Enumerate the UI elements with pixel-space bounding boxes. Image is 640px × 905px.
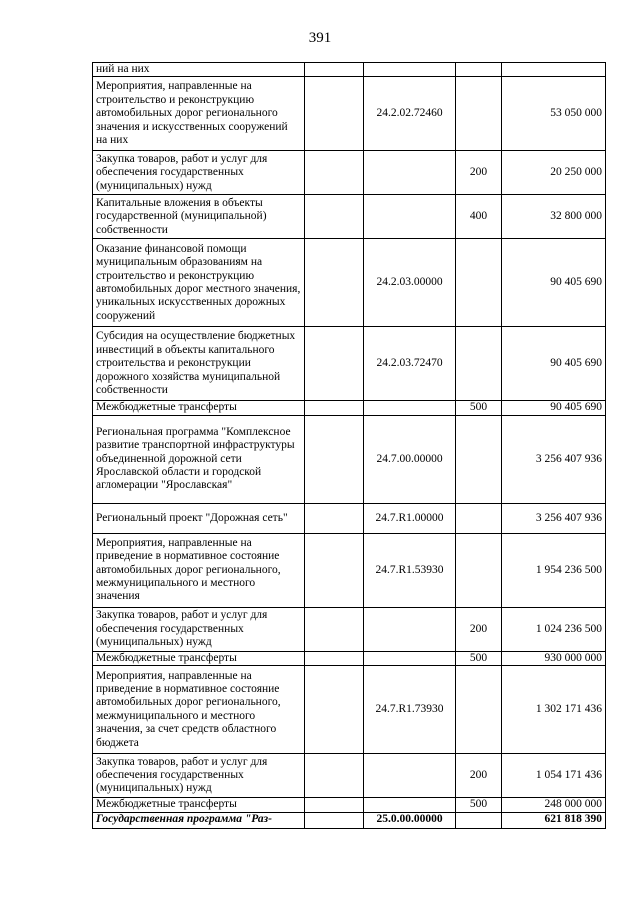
row-code-cell: 24.7.00.00000 xyxy=(364,415,456,503)
row-empty-cell xyxy=(305,812,364,828)
row-code-cell: 24.2.02.72460 xyxy=(364,77,456,151)
row-empty-cell xyxy=(305,533,364,607)
row-sum-cell: 1 024 236 500 xyxy=(502,607,606,651)
row-sum-cell: 32 800 000 xyxy=(502,195,606,239)
row-sum-cell: 90 405 690 xyxy=(502,401,606,415)
table-row xyxy=(93,63,606,77)
table-row xyxy=(93,239,606,327)
row-sum-cell: 930 000 000 xyxy=(502,651,606,665)
row-name-cell: ний на них xyxy=(93,63,305,77)
row-code-cell: 24.2.03.00000 xyxy=(364,239,456,327)
row-sum-cell: 3 256 407 936 xyxy=(502,415,606,503)
row-code-cell xyxy=(364,754,456,798)
row-empty-cell xyxy=(305,239,364,327)
table-row xyxy=(93,754,606,798)
table-row xyxy=(93,77,606,151)
table-row xyxy=(93,401,606,415)
row-empty-cell xyxy=(305,195,364,239)
row-name-cell: Мероприятия, направленные на приведение в нормативное состояние автомобильных дорог регионального, межмуниципального и местного значения xyxy=(93,533,305,607)
table-row xyxy=(93,327,606,401)
row-empty-cell xyxy=(305,651,364,665)
row-type-cell: 500 xyxy=(456,651,502,665)
row-type-cell xyxy=(456,77,502,151)
row-empty-cell xyxy=(305,666,364,754)
row-code-cell xyxy=(364,651,456,665)
row-empty-cell xyxy=(305,401,364,415)
row-empty-cell xyxy=(305,503,364,533)
page-number: 391 xyxy=(308,30,332,46)
row-name-cell: Межбюджетные трансферты xyxy=(93,798,305,812)
row-empty-cell xyxy=(305,798,364,812)
row-type-cell: 400 xyxy=(456,195,502,239)
row-sum-cell: 53 050 000 xyxy=(502,77,606,151)
row-type-cell xyxy=(456,415,502,503)
row-sum-cell xyxy=(502,63,606,77)
row-code-cell xyxy=(364,195,456,239)
table-row xyxy=(93,151,606,195)
table-row xyxy=(93,812,606,828)
table-row xyxy=(93,651,606,665)
row-name-cell: Оказание финансовой помощи муниципальным образованиям на строительство и реконструкцию автомобильных дорог местного значения, уникальных искусственных дорожных сооружений xyxy=(93,239,305,327)
row-type-cell xyxy=(456,533,502,607)
table-row xyxy=(93,415,606,503)
table-row xyxy=(93,195,606,239)
row-empty-cell xyxy=(305,77,364,151)
row-sum-cell: 1 954 236 500 xyxy=(502,533,606,607)
row-code-cell xyxy=(364,63,456,77)
row-empty-cell xyxy=(305,327,364,401)
budget-table xyxy=(92,62,606,829)
row-sum-cell: 3 256 407 936 xyxy=(502,503,606,533)
row-code-cell: 25.0.00.00000 xyxy=(364,812,456,828)
row-name-cell: Межбюджетные трансферты xyxy=(93,651,305,665)
table-row xyxy=(93,666,606,754)
row-code-cell xyxy=(364,798,456,812)
row-code-cell xyxy=(364,151,456,195)
row-sum-cell: 1 054 171 436 xyxy=(502,754,606,798)
row-type-cell: 500 xyxy=(456,401,502,415)
row-name-cell: Закупка товаров, работ и услуг для обеспечения государственных (муниципальных) нужд xyxy=(93,754,305,798)
table-row xyxy=(93,533,606,607)
row-code-cell: 24.2.03.72470 xyxy=(364,327,456,401)
row-empty-cell xyxy=(305,63,364,77)
row-empty-cell xyxy=(305,151,364,195)
row-code-cell: 24.7.R1.53930 xyxy=(364,533,456,607)
row-sum-cell: 20 250 000 xyxy=(502,151,606,195)
row-name-cell: Закупка товаров, работ и услуг для обеспечения государственных (муниципальных) нужд xyxy=(93,607,305,651)
row-sum-cell: 90 405 690 xyxy=(502,239,606,327)
row-name-cell: Субсидия на осуществление бюджетных инвестиций в объекты капитального строительства и реконструкции дорожного хозяйства муниципальной собственности xyxy=(93,327,305,401)
row-type-cell: 200 xyxy=(456,754,502,798)
row-type-cell xyxy=(456,327,502,401)
row-type-cell: 200 xyxy=(456,607,502,651)
table-row xyxy=(93,503,606,533)
row-type-cell xyxy=(456,666,502,754)
row-type-cell xyxy=(456,812,502,828)
row-sum-cell: 1 302 171 436 xyxy=(502,666,606,754)
row-sum-cell: 248 000 000 xyxy=(502,798,606,812)
row-name-cell: Региональная программа "Комплексное развитие транспортной инфраструктуры объединенной дорожной сети Ярославской области и городской агломерации "Ярославская" xyxy=(93,415,305,503)
row-sum-cell: 621 818 390 xyxy=(502,812,606,828)
row-name-cell: Мероприятия, направленные на приведение в нормативное состояние автомобильных дорог регионального, межмуниципального и местного значения, за счет средств областного бюджета xyxy=(93,666,305,754)
row-empty-cell xyxy=(305,754,364,798)
row-type-cell: 500 xyxy=(456,798,502,812)
row-name-cell: Государственная программа "Раз- xyxy=(93,812,305,828)
row-code-cell xyxy=(364,607,456,651)
table-row xyxy=(93,798,606,812)
row-code-cell xyxy=(364,401,456,415)
row-type-cell xyxy=(456,63,502,77)
row-name-cell: Мероприятия, направленные на строительство и реконструкцию автомобильных дорог регионального значения и искусственных сооружений на них xyxy=(93,77,305,151)
table-row xyxy=(93,607,606,651)
row-type-cell: 200 xyxy=(456,151,502,195)
row-name-cell: Межбюджетные трансферты xyxy=(93,401,305,415)
row-sum-cell: 90 405 690 xyxy=(502,327,606,401)
row-code-cell: 24.7.R1.73930 xyxy=(364,666,456,754)
row-code-cell: 24.7.R1.00000 xyxy=(364,503,456,533)
row-type-cell xyxy=(456,239,502,327)
row-empty-cell xyxy=(305,415,364,503)
row-type-cell xyxy=(456,503,502,533)
row-name-cell: Закупка товаров, работ и услуг для обеспечения государственных (муниципальных) нужд xyxy=(93,151,305,195)
row-name-cell: Региональный проект "Дорожная сеть" xyxy=(93,503,305,533)
row-name-cell: Капитальные вложения в объекты государственной (муниципальной) собственности xyxy=(93,195,305,239)
row-empty-cell xyxy=(305,607,364,651)
